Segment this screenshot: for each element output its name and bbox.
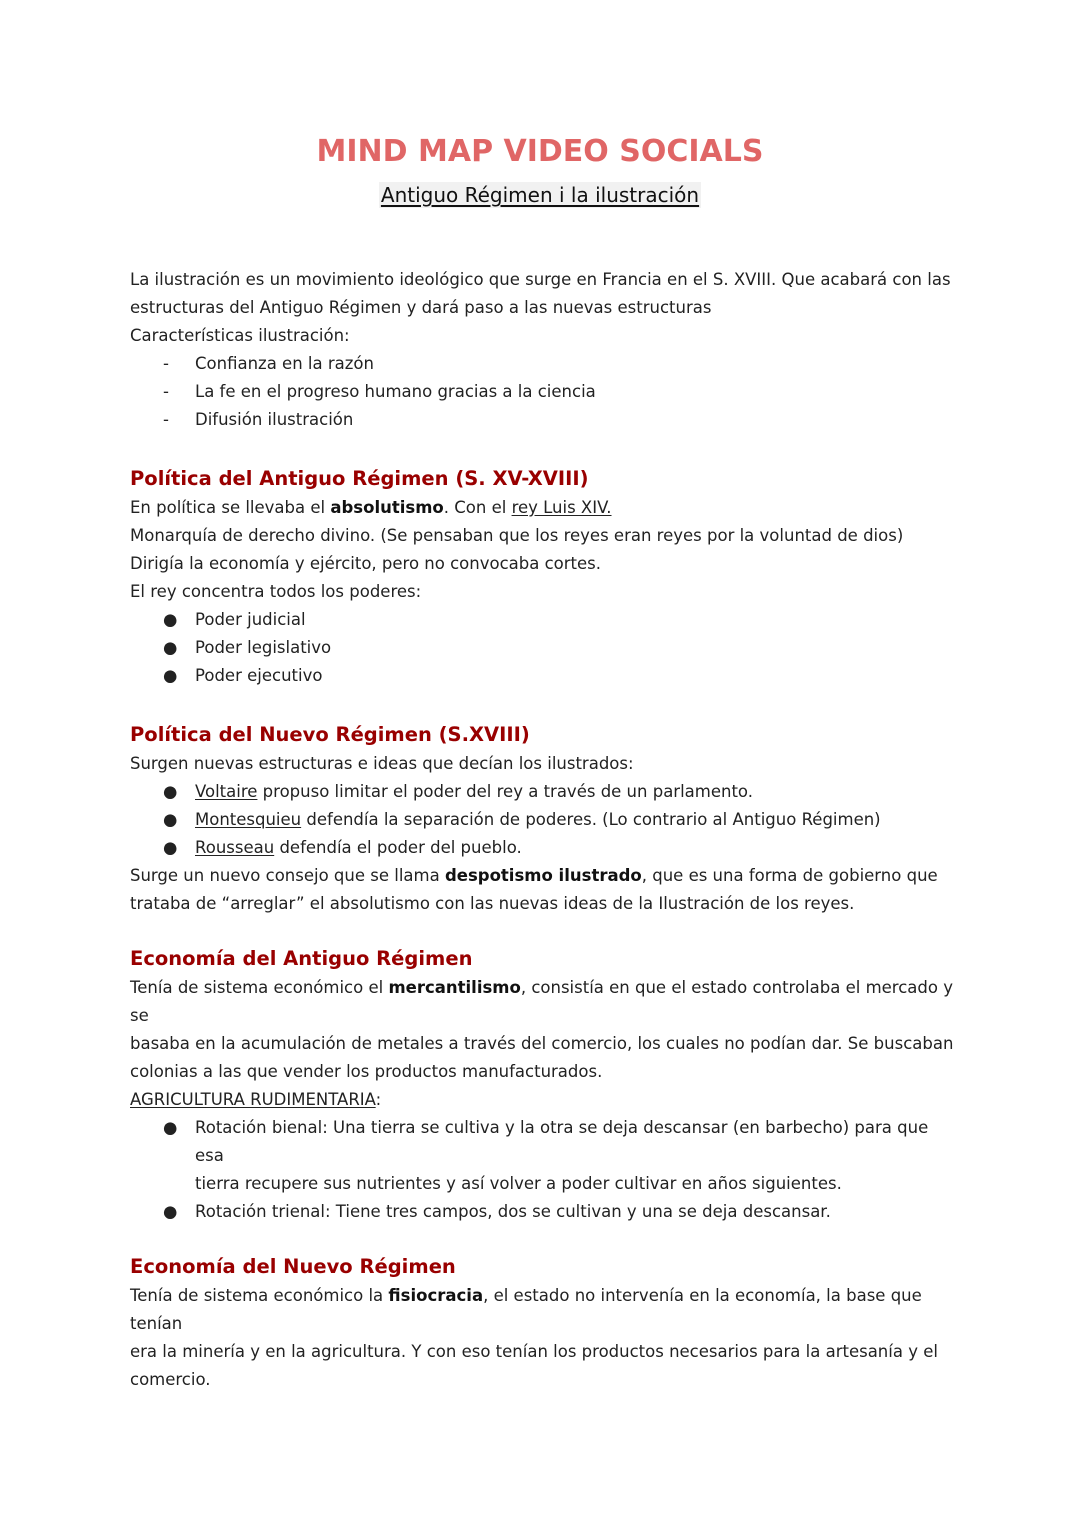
economia-antiguo-line-2: basaba en la acumulación de metales a través del comercio, los cuales no podían dar. Se buscaban <box>130 1034 954 1053</box>
list-item: - La fe en el progreso humano gracias a la ciencia <box>130 378 960 406</box>
economia-nuevo-line-2: era la minería y en la agricultura. Y con eso tenían los productos necesarios para la artesanía y el <box>130 1342 938 1361</box>
bullet-marker: ● <box>163 638 178 657</box>
dash-marker: - <box>163 382 169 401</box>
politica-antiguo-line-4: El rey concentra todos los poderes: <box>130 582 422 601</box>
list-item: ● Montesquieu defendía la separación de poderes. (Lo contrario al Antiguo Régimen) <box>130 806 960 834</box>
features-label: Características ilustración: <box>130 326 350 345</box>
list-item: ● Rotación trienal: Tiene tres campos, dos se cultivan y una se deja descansar. <box>130 1198 960 1226</box>
page-subtitle: Antiguo Régimen i la ilustración <box>380 183 700 207</box>
list-item: ● Rousseau defendía el poder del pueblo. <box>130 834 960 862</box>
dash-marker: - <box>163 354 169 373</box>
politica-antiguo-line-3: Dirigía la economía y ejército, pero no convocaba cortes. <box>130 554 602 573</box>
economia-antiguo-line-1: Tenía de sistema económico el mercantilismo, consistía en que el estado controlaba el mercado y se <box>130 978 953 1025</box>
bullet-marker: ● <box>163 666 178 685</box>
politica-nuevo-line-1: Surgen nuevas estructuras e ideas que decían los ilustrados: <box>130 754 634 773</box>
thinkers-list <box>130 778 960 862</box>
subtitle-wrapper <box>0 182 1080 208</box>
page-title: MIND MAP VIDEO SOCIALS <box>316 134 764 169</box>
bullet-marker: ● <box>163 810 178 829</box>
section-heading-economia-nuevo: Economía del Nuevo Régimen <box>130 1255 456 1278</box>
list-item: ● Poder legislativo <box>130 634 960 662</box>
rotation-list <box>130 1114 960 1226</box>
powers-list <box>130 606 960 690</box>
section-heading-economia-antiguo: Economía del Antiguo Régimen <box>130 947 473 970</box>
document-body <box>130 266 960 1394</box>
intro-line-2: estructuras del Antiguo Régimen y dará paso a las nuevas estructuras <box>130 298 712 317</box>
section-heading-politica-nuevo: Política del Nuevo Régimen (S.XVIII) <box>130 723 530 746</box>
list-item: ● Voltaire propuso limitar el poder del rey a través de un parlamento. <box>130 778 960 806</box>
bullet-marker: ● <box>163 1118 178 1137</box>
section-heading-politica-antiguo: Política del Antiguo Régimen (S. XV-XVIII) <box>130 467 589 490</box>
voltaire-name: Voltaire <box>195 782 258 801</box>
bullet-marker: ● <box>163 782 178 801</box>
list-item: - Difusión ilustración <box>130 406 960 434</box>
economia-antiguo-line-3: colonias a las que vender los productos manufacturados. <box>130 1062 603 1081</box>
bullet-marker: ● <box>163 610 178 629</box>
agricultura-label: AGRICULTURA RUDIMENTARIA: <box>130 1090 382 1109</box>
features-list <box>130 350 960 434</box>
montesquieu-name: Montesquieu <box>195 810 302 829</box>
bullet-marker: ● <box>163 1202 178 1221</box>
politica-nuevo-line-3: trataba de “arreglar” el absolutismo con las nuevas ideas de la Ilustración de los reyes. <box>130 894 855 913</box>
list-item: - Confianza en la razón <box>130 350 960 378</box>
dash-marker: - <box>163 410 169 429</box>
politica-nuevo-line-2: Surge un nuevo consejo que se llama despotismo ilustrado, que es una forma de gobierno que <box>130 866 938 885</box>
rey-luis-link: rey Luis XIV. <box>511 498 612 517</box>
bullet-marker: ● <box>163 838 178 857</box>
rousseau-name: Rousseau <box>195 838 275 857</box>
economia-nuevo-line-1: Tenía de sistema económico la fisiocracia, el estado no intervenía en la economía, la base que tenían <box>130 1286 922 1333</box>
economia-nuevo-line-3: comercio. <box>130 1370 211 1389</box>
politica-antiguo-line-1: En política se llevaba el absolutismo. Con el rey Luis XIV. <box>130 498 612 517</box>
politica-antiguo-line-2: Monarquía de derecho divino. (Se pensaban que los reyes eran reyes por la voluntad de dios) <box>130 526 904 545</box>
intro-line-1: La ilustración es un movimiento ideológico que surge en Francia en el S. XVIII. Que acabará con las <box>130 270 951 289</box>
list-item: ● Poder judicial <box>130 606 960 634</box>
list-item: ● Rotación bienal: Una tierra se cultiva y la otra se deja descansar (en barbecho) para que esa tierra recupere sus nutrientes y así volver a poder cultivar en años siguientes. <box>130 1114 960 1198</box>
list-item: ● Poder ejecutivo <box>130 662 960 690</box>
